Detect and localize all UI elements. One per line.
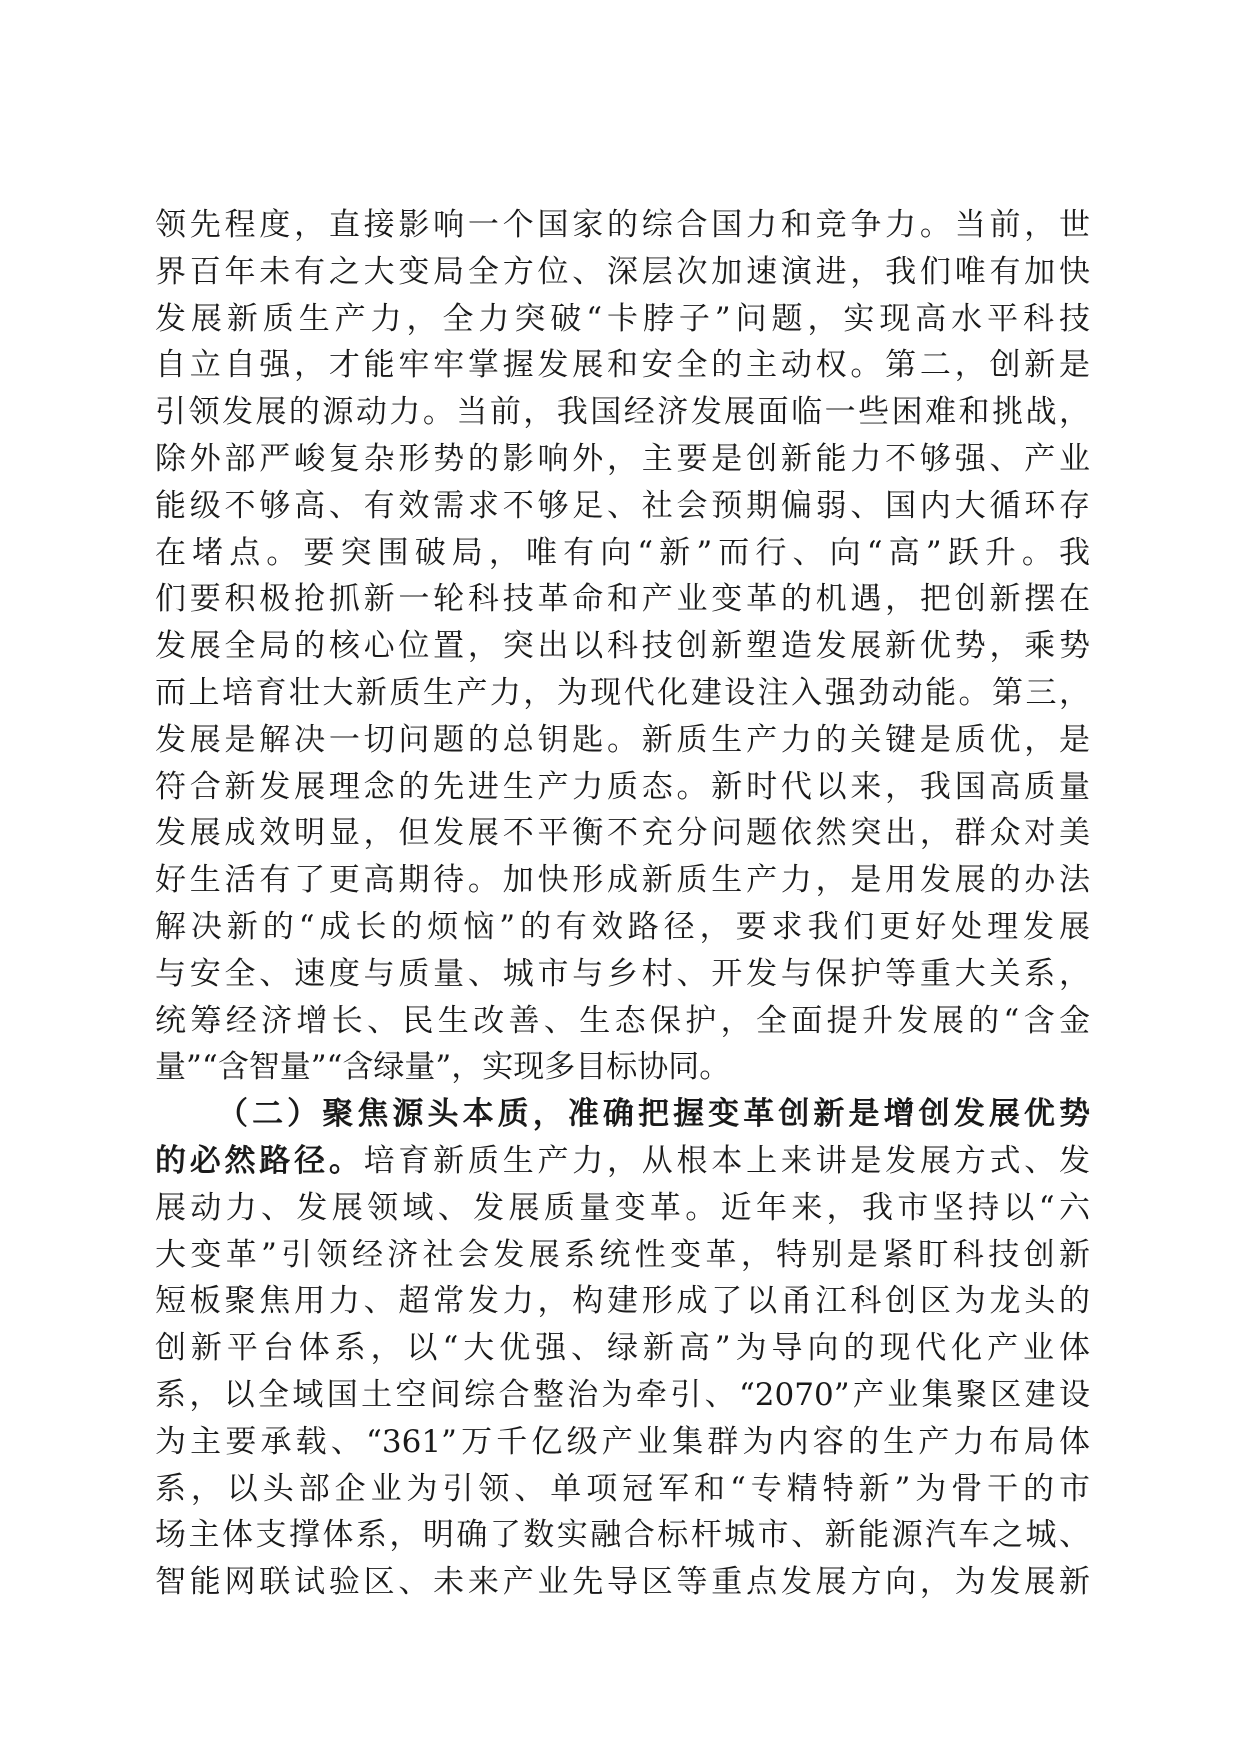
text-line-15: 好生活有了更高期待。加快形成新质生产力，是用发展的办法 [155, 862, 1090, 899]
text-line-17: 与安全、速度与质量、城市与乡村、开发与保护等重大关系， [155, 955, 1090, 992]
text-line-3: 发展新质生产力，全力突破“卡脖子”问题，实现高水平科技 [155, 300, 1090, 337]
section2-line-9: 智能网联试验区、未来产业先导区等重点发展方向，为发展新 [155, 1564, 1090, 1601]
text-line-9: 们要积极抢抓新一轮科技革命和产业变革的机遇，把创新摆在 [155, 581, 1090, 618]
section2-line-4: 创新平台体系，以“大优强、绿新高”为导向的现代化产业体 [155, 1330, 1090, 1367]
body-text [155, 202, 1090, 1606]
text-line-7: 能级不够高、有效需求不够足、社会预期偏弱、国内大循环存 [155, 487, 1090, 524]
text-line-12: 发展是解决一切问题的总钥匙。新质生产力的关键是质优，是 [155, 721, 1090, 758]
section2-line-5: 系，以全域国土空间综合整治为牵引、“2070”产业集聚区建设 [155, 1376, 1090, 1413]
text-line-11: 而上培育壮大新质生产力，为现代化建设注入强劲动能。第三， [155, 674, 1090, 711]
section-heading-tail: 的必然路径。 [155, 1142, 364, 1179]
section2-line-3: 短板聚焦用力、超常发力，构建形成了以甬江科创区为龙头的 [155, 1283, 1090, 1320]
section2-line-8: 场主体支撑体系，明确了数实融合标杆城市、新能源汽车之城、 [155, 1517, 1090, 1554]
section-heading-line-2 [155, 1138, 1090, 1185]
section2-line-7: 系，以头部企业为引领、单项冠军和“专精特新”为骨干的市 [155, 1470, 1090, 1507]
text-line-10: 发展全局的核心位置，突出以科技创新塑造发展新优势，乘势 [155, 628, 1090, 665]
text-line-5: 引领发展的源动力。当前，我国经济发展面临一些困难和挑战， [155, 394, 1090, 431]
text-line-1: 领先程度，直接影响一个国家的综合国力和竞争力。当前，世 [155, 207, 1090, 243]
section2-line-1: 展动力、发展领域、发展质量变革。近年来，我市坚持以“六 [155, 1189, 1090, 1226]
text-line-4: 自立自强，才能牢牢掌握发展和安全的主动权。第二，创新是 [155, 347, 1090, 384]
text-line-18: 统筹经济增长、民生改善、生态保护，全面提升发展的“含金 [155, 1002, 1090, 1039]
section2-line-6: 为主要承载、“361”万千亿级产业集群为内容的生产力布局体 [155, 1423, 1090, 1460]
section2-line-2: 大变革”引领经济社会发展系统性变革，特别是紧盯科技创新 [155, 1236, 1090, 1273]
text-line-13: 符合新发展理念的先进生产力质态。新时代以来，我国高质量 [155, 768, 1090, 805]
text-line-2: 界百年未有之大变局全方位、深层次加速演进，我们唯有加快 [155, 253, 1090, 290]
section-heading-line-1: （二）聚焦源头本质，准确把握变革创新是增创发展优势 [217, 1096, 1090, 1133]
text-line-8: 在堵点。要突围破局，唯有向“新”而行、向“高”跃升。我 [155, 534, 1090, 571]
text-line-19: 量”“含智量”“含绿量”，实现多目标协同。 [155, 1049, 731, 1086]
section-heading-line-2-rest: 培育新质生产力，从根本上来讲是发展方式、发 [363, 1142, 1091, 1179]
text-line-14: 发展成效明显，但发展不平衡不充分问题依然突出，群众对美 [155, 815, 1090, 852]
text-line-6: 除外部严峻复杂形势的影响外，主要是创新能力不够强、产业 [155, 440, 1090, 477]
text-line-16: 解决新的“成长的烦恼”的有效路径，要求我们更好处理发展 [155, 908, 1090, 945]
